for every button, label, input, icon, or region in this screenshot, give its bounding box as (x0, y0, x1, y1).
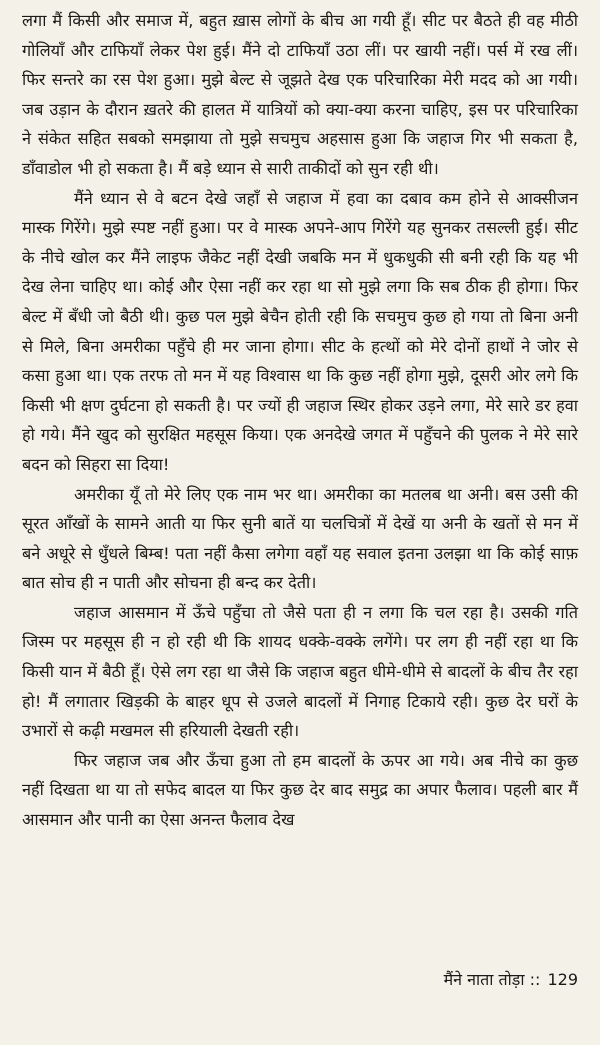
running-title: मैंने नाता तोड़ा :: (443, 970, 541, 989)
page-footer (444, 968, 578, 992)
paragraph-5: फिर जहाज जब और ऊँचा हुआ तो हम बादलों के ऊपर आ गये। अब नीचे का कुछ नहीं दिखता था या तो सफेद बादल या फिर कुछ देर बाद समुद्र का अपार फैलाव। पहली बार मैं आसमान और पानी का ऐसा अनन्त फैलाव देख (22, 750, 578, 830)
paragraph-1: लगा मैं किसी और समाज में, बहुत ख़ास लोगों के बीच आ गयी हूँ। सीट पर बैठते ही वह मीठी गोलियाँ और टाफियाँ लेकर पेश हुई। मैंने दो टाफियाँ उठा लीं। पर खायी नहीं। पर्स में रख लीं। फिर सन्तरे का रस पेश हुआ। मुझे बेल्ट से जूझते देख एक परिचारिका मेरी मदद को आ गयी। जब उड़ान के दौरान ख़तरे की हालत में यात्रियों को क्या-क्या करना चाहिए, इस पर परिचारिका ने संकेत सहित सबको समझाया तो मुझे सचमुच अहसास हुआ कि जहाज गिर भी सकता है, डाँवाडोल भी हो सकता है। मैं बड़े ध्यान से सारी ताकीदों को सुन रही थी। (22, 11, 578, 178)
paragraph-4: जहाज आसमान में ऊँचे पहुँचा तो जैसे पता ही न लगा कि चल रहा है। उसकी गति जिस्म पर महसूस ही न हो रही थी कि शायद धक्के-वक्के लगेंगे। पर लग ही नहीं रहा था कि किसी यान में बैठी हूँ। ऐसे लग रहा था जैसे कि जहाज बहुत धीमे-धीमे से बादलों के बीच तैर रहा हो! मैं लगातार खिड़की के बाहर धूप से उजले बादलों में निगाह टिकाये रही। कुछ देर घरों के उभारों से कढ़ी मखमल सी हरियाली देखती रही। (22, 602, 578, 741)
paragraph-2: मैंने ध्यान से वे बटन देखे जहाँ से जहाज में हवा का दबाव कम होने से आक्सीजन मास्क गिरेंगे। मुझे स्पष्ट नहीं हुआ। पर वे मास्क अपने-आप गिरेंगे यह सुनकर तसल्ली हुई। सीट के नीचे खोल कर मैंने लाइफ जैकेट नहीं देखी जबकि मन में धुकधुकी सी बनी रही कि यह भी देख लेना चाहिए था। कोई और ऐसा नहीं कर रहा था सो मुझे लगा कि सब ठीक ही होगा। फिर बेल्ट में बँधी जो बैठी थी। कुछ पल मुझे बेचैन होती रही कि सचमुच कुछ हो गया तो बिना अनी से मिले, बिना अमरीका पहुँचे ही मर जाना होगा। सीट के हत्थों को मेरे दोनों हाथों ने जोर से कसा हुआ था। एक तरफ तो मन में यह विश्वास था कि कुछ नहीं होगा मुझे, दूसरी ओर लगे कि किसी भी क्षण दुर्घटना हो सकती है। पर ज्यों ही जहाज स्थिर होकर उड़ने लगा, मेरे सारे डर हवा हो गये। मैंने खुद को सुरक्षित महसूस किया। एक अनदेखे जगत में पहुँचने की पुलक ने मेरे सारे बदन को सिहरा सा दिया! (22, 188, 578, 474)
paragraph-3: अमरीका यूँ तो मेरे लिए एक नाम भर था। अमरीका का मतलब था अनी। बस उसी की सूरत आँखों के सामने आती या फिर सुनी बातें या चलचित्रों में देखें या अनी के खतों से मन में बने अधूरे से धुँधले बिम्ब! पता नहीं कैसा लगेगा वहाँ यह सवाल इतना उलझा था कि कोई साफ़ बात सोच ही न पाती और सोचना ही बन्द कर देती। (22, 484, 578, 593)
page-number: 129 (547, 970, 578, 989)
